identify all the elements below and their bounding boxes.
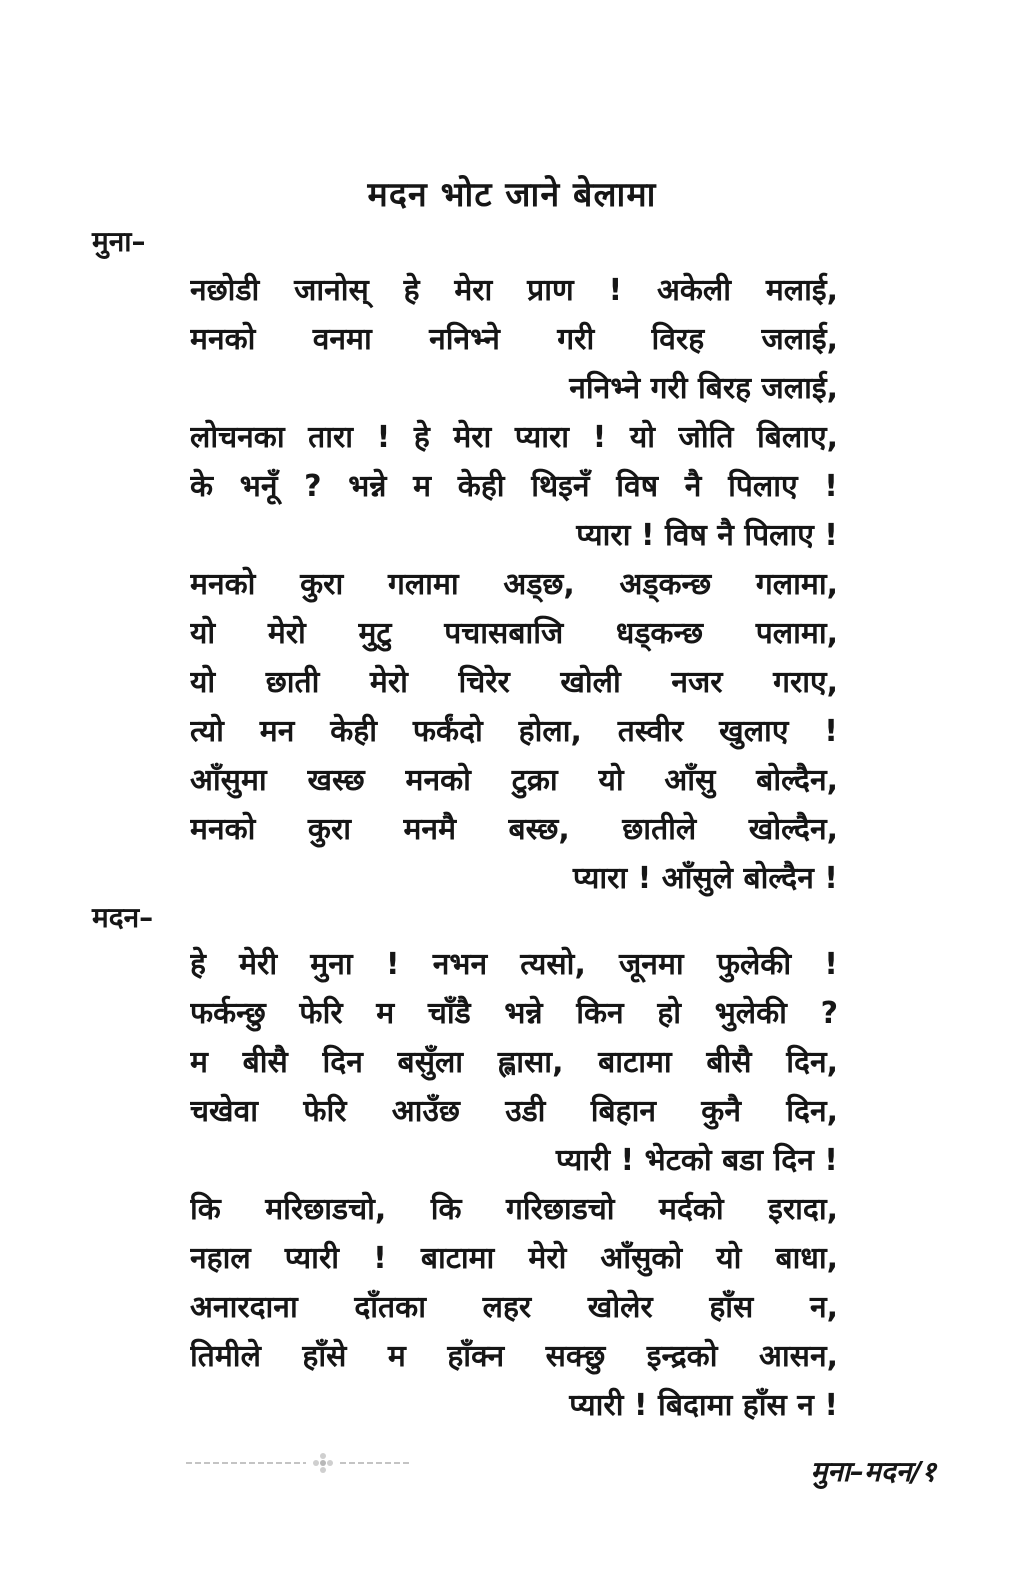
verse-line: यो छाती मेरो चिरेर खोली नजर गराए, — [190, 665, 838, 700]
verse-line: मनको कुरा मनमै बस्छ, छातीले खोल्दैन, — [190, 812, 838, 847]
verse-line: म बीसै दिन बसुँला ह्लासा, बाटामा बीसै दिन, — [190, 1045, 838, 1080]
verse-line: अनारदाना दाँतका लहर खोलेर हाँस न, — [190, 1290, 838, 1325]
verse-refrain-line: प्यारा ! विष नै पिलाए ! — [576, 518, 838, 553]
footer-rule-left — [186, 1460, 306, 1466]
verse-line: मनको वनमा ननिभ्ने गरी विरह जलाई, — [190, 322, 838, 357]
page-title: मदन भोट जाने बेलामा — [367, 175, 657, 215]
verse-line: फर्कन्छु फेरि म चाँडै भन्ने किन हो भुलेकी ? — [190, 996, 838, 1031]
verse-line: लोचनका तारा ! हे मेरा प्यारा ! यो जोति बिलाए, — [190, 420, 838, 455]
verse-line: त्यो मन केही फर्कंदो होला, तस्वीर खुलाए ! — [190, 714, 838, 749]
verse-refrain-line: प्यारी ! भेटको बडा दिन ! — [555, 1143, 838, 1178]
verse-line: मनको कुरा गलामा अड्छ, अड्कन्छ गलामा, — [190, 567, 838, 602]
verse-line: कि मरिछाडचो, कि गरिछाडचो मर्दको इरादा, — [190, 1192, 838, 1227]
verse-line: तिमीले हाँसे म हाँक्न सक्छु इन्द्रको आसन, — [190, 1339, 838, 1374]
verse-line: चखेवा फेरि आउँछ उडी बिहान कुनै दिन, — [190, 1094, 838, 1129]
verse-line: आँसुमा खस्छ मनको टुक्रा यो आँसु बोल्दैन, — [190, 763, 838, 798]
speaker-label-muna: मुना– — [92, 225, 146, 258]
verse-line: नहाल प्यारी ! बाटामा मेरो आँसुको यो बाधा, — [190, 1241, 838, 1276]
verse-refrain-line: प्यारी ! बिदामा हाँस न ! — [569, 1388, 838, 1423]
verse-line: हे मेरी मुना ! नभन त्यसो, जूनमा फुलेकी ! — [190, 947, 838, 982]
speaker-label-madan: मदन– — [92, 901, 154, 934]
footer-ornament-strip — [186, 1452, 410, 1474]
verse-refrain-line: ननिभ्ने गरी बिरह जलाई, — [569, 371, 838, 406]
verse-line: के भनूँ ? भन्ने म केही थिइनँ विष नै पिलाए ! — [190, 469, 838, 504]
flower-ornament-icon — [312, 1452, 334, 1474]
stanza-madan — [190, 940, 838, 1430]
page-number-label: मुना–मदन/१ — [810, 1455, 936, 1488]
footer-rule-right — [340, 1460, 410, 1466]
verse-line: नछोडी जानोस् हे मेरा प्राण ! अकेली मलाई, — [190, 273, 838, 308]
verse-refrain-line: प्यारा ! आँसुले बोल्दैन ! — [572, 861, 838, 896]
verse-line: यो मेरो मुटु पचासबाजि धड्कन्छ पलामा, — [190, 616, 838, 651]
stanza-muna — [190, 266, 838, 903]
